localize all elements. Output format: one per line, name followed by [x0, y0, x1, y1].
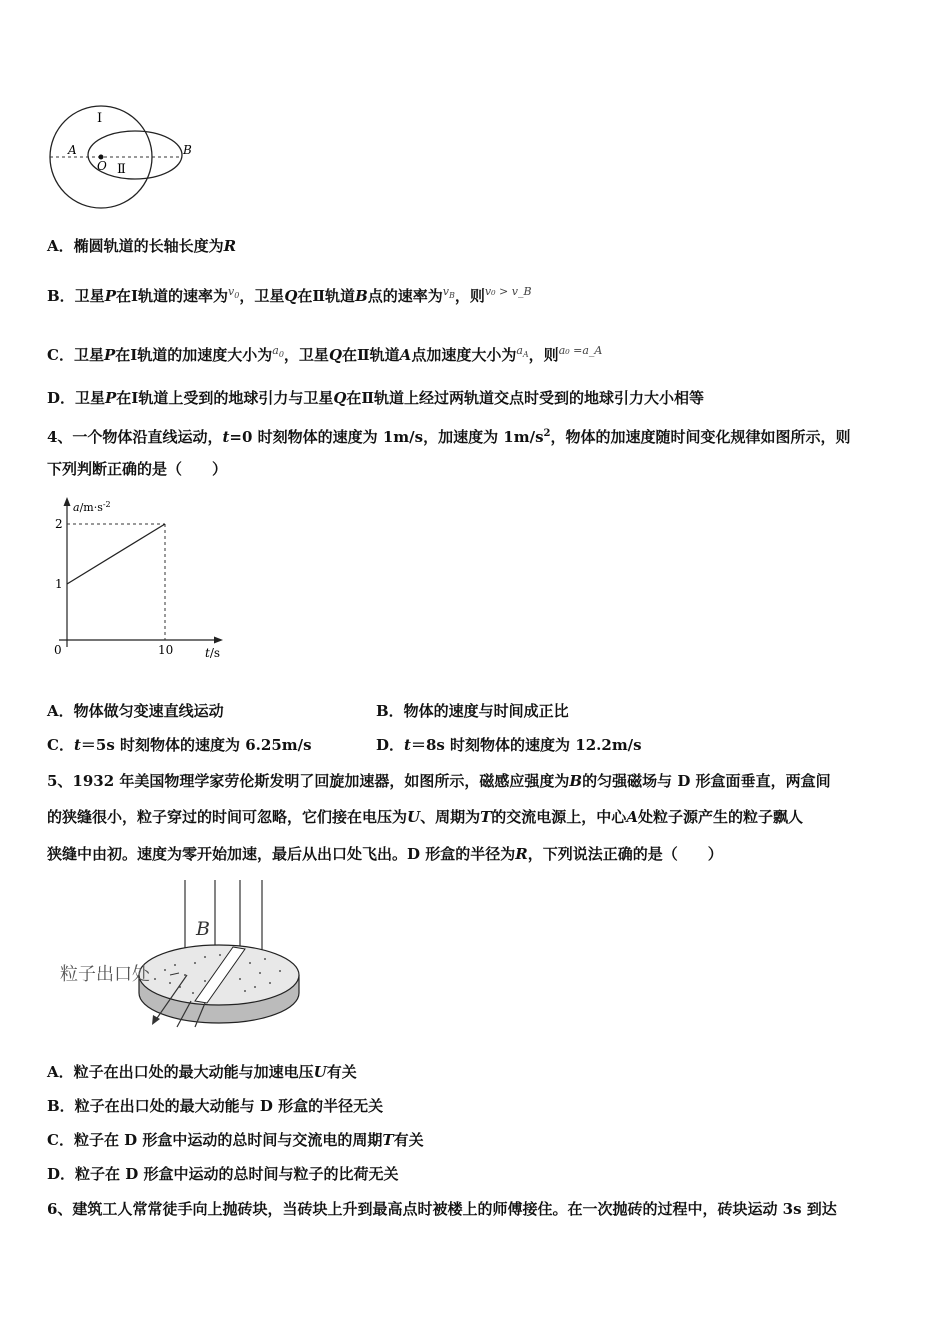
q3d-var-q: Q: [333, 389, 347, 407]
q4-l1b: =0 时刻物体的速度为 1m/s，加速度为 1m/s: [229, 428, 544, 446]
q3b-v0: v0: [228, 285, 240, 301]
q3b-vb: vB: [442, 285, 455, 301]
y-axis-arrow: [64, 497, 71, 506]
q4-option-b: B．物体的速度与时间成正比: [376, 702, 569, 720]
orbit-label-A: A: [68, 143, 77, 157]
q3b-t1: B．卫星: [47, 287, 105, 305]
q4-option-d: D．t＝8s 时刻物体的速度为 12.2m/s: [376, 736, 642, 754]
q4-l1c: ，物体的加速度随时间变化规律如图所示，则: [550, 428, 851, 446]
q5-option-a: A．粒子在出口处的最大动能与加速电压U有关: [47, 1063, 357, 1081]
exit-label: 粒子出口处: [60, 964, 150, 985]
at-line: [67, 524, 165, 584]
xtick-10: 10: [158, 643, 174, 657]
q3c-t5: 点加速度大小为: [411, 346, 517, 364]
q6-stem-line1: 6、建筑工人常常徒手向上抛砖块，当砖块上升到最高点时被楼上的师傅接住。在一次抛砖的过程中，砖块运动 3s 到达: [47, 1200, 837, 1218]
q3b-t6: ，则: [454, 287, 485, 305]
q3c-t3: ，卫星: [283, 346, 329, 364]
q3c-t6: ，则: [528, 346, 559, 364]
q3b-t2: 在Ⅰ轨道的速率为: [115, 287, 228, 305]
q3b-var-p: P: [104, 287, 116, 305]
q3c-relation: a₀ =a_A: [558, 344, 603, 357]
q3d-t1: D．卫星: [47, 389, 106, 407]
q4-option-c: C．t＝5s 时刻物体的速度为 6.25m/s: [47, 736, 312, 754]
q3d-var-p: P: [105, 389, 117, 407]
q3c-aa: aA: [516, 344, 529, 360]
field-label-b: B: [196, 918, 210, 940]
q4-stem-line1: [47, 424, 851, 447]
q3-option-a-text: A．椭圆轨道的长轴长度为: [47, 237, 224, 255]
cyclotron-figure: [55, 875, 300, 1035]
orbit-label-B: B: [183, 143, 192, 157]
q5-option-d: D．粒子在 D 形盒中运动的总时间与粒子的比荷无关: [47, 1165, 399, 1183]
q3c-t4: 在Ⅱ轨道: [342, 346, 400, 364]
q3-option-b: [47, 282, 532, 306]
q3c-var-a: A: [399, 346, 412, 364]
q3b-t3: ，卫星: [239, 287, 285, 305]
xlabel: t/s: [205, 646, 221, 660]
q5-stem-line3: 狭缝中由初。速度为零开始加速，最后从出口处飞出。D 形盒的半径为R，下列说法正确的是（ ）: [47, 845, 723, 863]
q3b-t5: 点的速率为: [367, 287, 443, 305]
x-axis-arrow: [214, 637, 223, 644]
q3c-var-p: P: [103, 346, 116, 364]
q4-l2: 下列判断正确的是（ ）: [47, 460, 228, 478]
q4-stem-line2: [47, 459, 227, 479]
orbit-label-O: O: [97, 159, 107, 173]
q3c-var-q: Q: [328, 346, 343, 364]
q3-option-c: [47, 341, 602, 365]
q5-option-c: C．粒子在 D 形盒中运动的总时间与交流电的周期T有关: [47, 1131, 424, 1149]
ylabel: $a/m\cdot s^{-2}$: [73, 500, 111, 514]
q5-stem-line1: 5、1932 年美国物理学家劳伦斯发明了回旋加速器，如图所示，磁感应强度为B的匀强磁场与 D 形盒面垂直，两盒间: [47, 772, 831, 790]
q3b-relation: v₀ > v_B: [484, 285, 532, 298]
q3b-var-b: B: [355, 287, 368, 305]
q3-option-d: [47, 388, 704, 408]
q3-option-a-var: R: [223, 237, 237, 255]
q4-l1a: 4、一个物体沿直线运动，: [47, 428, 223, 446]
q3d-t2: 在Ⅰ轨道上受到的地球引力与卫星: [116, 389, 334, 407]
orbit-figure: [45, 100, 205, 215]
q3b-t4: 在Ⅱ轨道: [297, 287, 356, 305]
q5-stem-line2: 的狭缝很小，粒子穿过的时间可忽略，它们接在电压为U、周期为T的交流电源上，中心A处粒子源产生的粒子飘人: [47, 808, 803, 826]
q4-option-a: A．物体做匀变速直线运动: [47, 702, 224, 720]
q3c-t1: C．卫星: [47, 346, 104, 364]
at-graph: [45, 495, 235, 665]
ytick-2: 2: [55, 517, 63, 531]
q3b-var-q: Q: [284, 287, 298, 305]
q4-var-t: t: [222, 428, 230, 446]
q3c-a0: a0: [272, 344, 284, 360]
xtick-0: 0: [54, 643, 62, 657]
q5-option-b: B．粒子在出口处的最大动能与 D 形盒的半径无关: [47, 1097, 384, 1115]
orbit-label-I: Ⅰ: [97, 111, 103, 126]
q3c-t2: 在Ⅰ轨道的加速度大小为: [115, 346, 273, 364]
q3-option-a: [47, 236, 236, 256]
ytick-1: 1: [55, 577, 63, 591]
q3d-t3: 在Ⅱ轨道上经过两轨道交点时受到的地球引力大小相等: [346, 389, 705, 407]
q4-sup: 2: [543, 428, 551, 439]
orbit-label-II: Ⅱ: [117, 162, 126, 177]
